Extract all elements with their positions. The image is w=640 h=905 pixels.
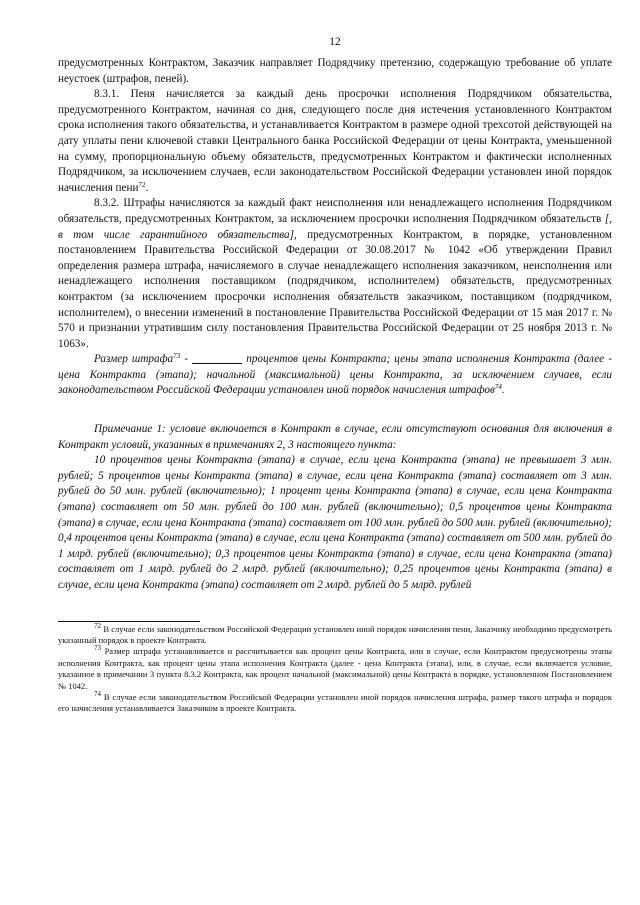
fine-size-label: Размер штрафа: [94, 353, 174, 366]
paragraph-8-3-1-text: 8.3.1. Пеня начисляется за каждый день просрочки исполнения Подрядчиком обязательства, предусмотренного Контрактом, начиная со дня, следующего после дня истечения установленного Контрактом срока исполнения такого обязательства, и устанавливается Контрактом в размере одной трехсотой действующей на дату уплаты пени ключевой ставки Центрального банка Российской Федерации от цены Контракта, уменьшенной на сумму, пропорциональную объему обязательств, предусмотренных Контрактом и фактически исполненных Подрядчиком, за исключением случаев, если законодательством Российской Федерации установлен иной порядок начисления пени: [58, 88, 612, 194]
paragraph-claim: предусмотренных Контрактом, Заказчик направляет Подрядчику претензию, содержащую требование об уплате неустоек (штрафов, пеней).: [58, 57, 612, 85]
page-number: 12: [329, 36, 341, 48]
fine-size-dash: -: [180, 353, 193, 366]
footnote-number: 72: [94, 621, 101, 630]
fine-size-text: процентов цены Контракта; цены этапа исполнения Контракта (далее - цена Контракта (этапа); начальной (максимальной) цены Контракта, за исключением случаев, если законодательством Российской Федерации установлен иной порядок начисления штрафов: [58, 353, 612, 397]
fine-percent-blank: [192, 353, 242, 364]
footnote-73: [58, 646, 612, 692]
document-page: [58, 0, 612, 715]
footnote-text: Размер штрафа устанавливается и рассчитывается как процент цены Контракта, или в случае, если Контрактом предусмотрены этапы исполнения Контракта, как процент цены этапа исполнения Контракта (далее - цена Контракта (этапа), или, в случае, если включается условие, указанное в примечании 3 пункта 8.3.2 Контракта, как процент начальной (максимальной) цены Контракта в порядке, установленном Постановлением № 1042.: [58, 646, 612, 691]
paragraph-8-3-2-text-c: , предусмотренных Контрактом, в порядке, установленном постановлением Правительства Российской Федерации от 30.08.2017 № 1042 «Об утверждении Правил определения размера штрафа, начисляемого в случае ненадлежащего исполнения заказчиком, неисполнения или ненадлежащего исполнения поставщиком (подрядчиком, исполнителем) обязательств, предусмотренных контрактом (за исключением просрочки исполнения обязательств заказчиком, поставщиком (подрядчиком, исполнителем), о внесении изменений в постановление Правительства Российской Федерации от 15 мая 2017 г. № 570 и признании утратившим силу постановления Правительства Российской Федерации от 25 ноября 2013 г. № 1063».: [58, 228, 612, 350]
paragraph-fine-size: [58, 352, 612, 399]
footnote-number: 73: [94, 644, 101, 653]
footnote-separator: [58, 621, 200, 622]
footnote-74: [58, 692, 612, 715]
footnote-text: В случае если законодательством Российской Федерации установлен иной порядок начисления пени, Заказчику необходимо предусмотреть указанный порядок в проекте Контракта.: [58, 623, 613, 645]
paragraph-end-mark: .: [145, 181, 149, 194]
fine-size-end: .: [501, 384, 505, 397]
footnote-text: В случае если законодательством Российской Федерации установлен иной порядок начисления штрафа, размер такого штрафа и порядок его начисления устанавливается Заказчиком в проекте Контракта.: [58, 692, 612, 714]
note-1: Примечание 1: условие включается в Контракт в случае, если отсутствуют основания для включения в Контракт условий, указанных в примечаниях 2, 3 настоящего пункта:: [58, 423, 612, 451]
paragraph-8-3-1: [58, 87, 612, 196]
footnote-ref-74[interactable]: 74: [494, 383, 502, 392]
footnote-72: [58, 621, 613, 647]
footnote-ref-72[interactable]: 72: [138, 180, 146, 189]
paragraph-8-3-2-text-a: 8.3.2. Штрафы начисляются за каждый факт неисполнения или ненадлежащего исполнения Подрядчиком обязательств, предусмотренных Контрактом, за исключением просрочки исполнения Подрядчиком обязательств: [58, 197, 612, 225]
footnote-ref-73[interactable]: 73: [173, 352, 181, 361]
footnote-number: 74: [94, 690, 101, 699]
document-body: [58, 56, 612, 594]
footnotes: [58, 621, 613, 715]
paragraph-8-3-2: [58, 196, 612, 352]
paragraph-8-3-2-optional: [, в том числе гарантийного обязательства]: [58, 212, 612, 241]
paragraph-gap: [58, 399, 612, 422]
note-1-thresholds: 10 процентов цены Контракта (этапа) в случае, если цена Контракта (этапа) не превышает 3 млн. рублей; 5 процентов цены Контракта (этапа) в случае, если цена Контракта (этапа) составляет от 3 млн. рублей до 50 млн. рублей (включительно); 1 процент цены Контракта (этапа) в случае, если цена Контракта (этапа) составляет от 50 млн. рублей до 100 млн. рублей (включительно); 0,5 процентов цены Контракта (этапа) в случае, если цена Контракта (этапа) составляет от 100 млн. рублей до 500 млн. рублей (включительно); 0,4 процентов цены Контракта (этапа) в случае, если цена Контракта (этапа) составляет от 500 млн. рублей до 1 млрд. рублей (включительно); 0,3 процентов цены Контракта (этапа) в случае, если цена Контракта (этапа) составляет от 1 млрд. рублей до 2 млрд. рублей (включительно); 0,25 процентов цены Контракта (этапа) в случае, если цена Контракта (этапа) составляет от 2 млрд. рублей до 5 млрд. рублей: [58, 454, 612, 591]
